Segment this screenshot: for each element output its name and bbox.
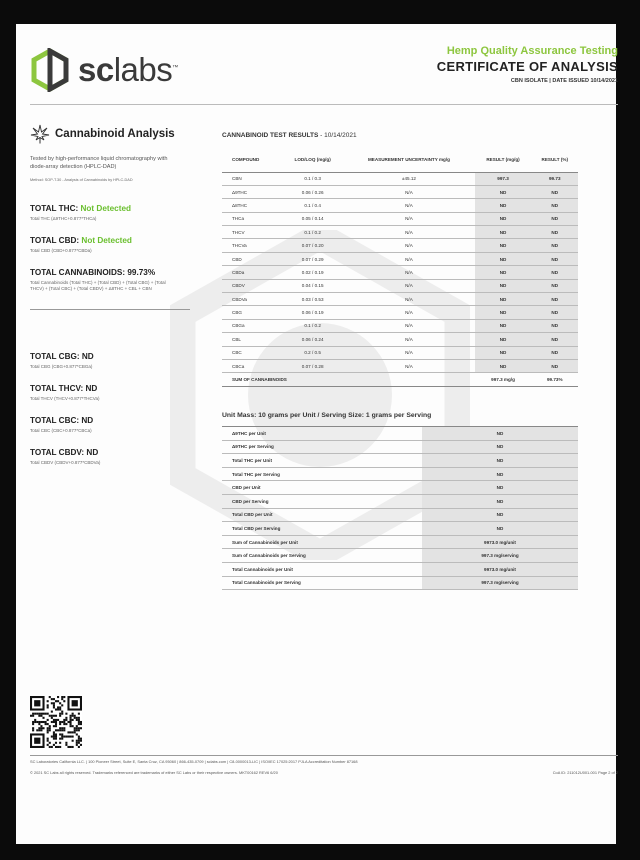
footer-copyright: © 2021 SC Labs all rights reserved. Trademarks referenced are trademarks of either SC Labs or their respective owners. MKT00162 REV6 6/20 [30,770,278,775]
unit-metric-label: Total Cannabinoids per Unit [222,562,422,576]
result-pct-cell: ND [532,266,579,279]
uncertainty-cell: N/A [343,359,474,372]
result-pct-cell: ND [532,212,579,225]
table-row [222,185,578,198]
result-mg-cell: ND [475,226,532,239]
analysis-summary [30,124,190,310]
table-row [222,359,578,372]
unit-mass-title: Unit Mass: 10 grams per Unit / Serving Size: 1 grams per Serving [222,412,432,419]
header-meta: CBN ISOLATE | DATE ISSUED 10/14/2021 [510,78,618,84]
result-mg-cell: ND [475,319,532,332]
unit-metric-label: Total THC per Serving [222,467,422,481]
total-thcv [30,384,190,402]
analysis-heading [30,124,190,144]
unit-metric-label: Δ9THC per Unit [222,427,422,441]
total-cbd-value: Not Detected [81,235,132,245]
result-mg-cell: 997.3 [475,172,532,185]
header-divider [30,104,618,105]
total-thcv-formula: Total THCV (THCV+0.877*THCVa) [30,395,100,401]
header-subtitle: Hemp Quality Assurance Testing [446,45,618,57]
col-compound: COMPOUND [222,148,282,172]
total-cbc [30,416,190,434]
uncertainty-cell: N/A [343,333,474,346]
results-title [222,132,357,139]
lod-loq-cell: 0.1 / 0.2 [282,319,343,332]
total-cbc-label: TOTAL CBC: ND [30,415,94,425]
total-cannabinoids-label: TOTAL CANNABINOIDS: 99.73% [30,267,156,277]
compound-cell: Δ8THC [222,199,282,212]
cannabinoid-results-table [222,148,578,387]
uncertainty-cell: N/A [343,319,474,332]
header-right [437,45,618,84]
result-pct-cell: ND [532,279,579,292]
total-cbdv [30,448,190,466]
total-cbd-formula: Total CBD (CBD+0.877*CBDa) [30,247,92,253]
table-row [222,239,578,252]
unit-metric-label: Total CBD per Serving [222,522,422,536]
total-cbc-formula: Total CBC (CBC+0.877*CBCa) [30,427,92,433]
col-lod-loq: LOD/LOQ (mg/g) [282,148,343,172]
lod-loq-cell: 0.07 / 0.29 [282,252,343,265]
uncertainty-cell: N/A [343,306,474,319]
compound-cell: CBDV [222,279,282,292]
compound-cell: Δ9THC [222,185,282,198]
result-mg-cell: ND [475,293,532,306]
compound-cell: CBGa [222,319,282,332]
lod-loq-cell: 0.1 / 0.2 [282,226,343,239]
result-mg-cell: ND [475,306,532,319]
analysis-heading-text: Cannabinoid Analysis [55,128,175,140]
lod-loq-cell: 0.06 / 0.26 [282,185,343,198]
table-row [222,266,578,279]
lod-loq-cell: 0.1 / 0.4 [282,199,343,212]
col-result-pct: RESULT (%) [532,148,579,172]
footer-line-1: SC Laboratories California LLC. | 100 Pioneer Street, Suite E, Santa Cruz, CA 95060 | 866-435-0709 | sclabs.com | C8-0000013-LIC | ISO/IEC 17025:2017 PJLA Accreditation Number 87168 [30,759,358,764]
unit-metric-value: ND [422,508,578,522]
unit-metric-value: 9973.0 mg/unit [422,562,578,576]
sum-pct: 99.73% [532,373,579,386]
result-pct-cell: ND [532,346,579,359]
results-date: - 10/14/2021 [318,132,357,139]
compound-cell: CBL [222,333,282,346]
total-cbdv-formula: Total CBDV (CBDV+0.877*CBDVa) [30,459,101,465]
lod-loq-cell: 0.04 / 0.15 [282,279,343,292]
result-pct-cell: ND [532,319,579,332]
table-row [222,494,578,508]
cannabis-leaf-icon [30,124,50,144]
unit-metric-value: ND [422,481,578,495]
total-cbd [30,236,190,254]
sum-row [222,373,578,386]
total-thcv-label: TOTAL THCV: ND [30,383,98,393]
unit-metric-value: ND [422,494,578,508]
logo-text-bold: sc [78,51,114,88]
compound-cell: CBDa [222,266,282,279]
uncertainty-cell: N/A [343,199,474,212]
uncertainty-cell: N/A [343,279,474,292]
table-row [222,306,578,319]
total-thc-value: Not Detected [80,204,131,214]
compound-cell: THCV [222,226,282,239]
unit-metric-label: CBD per Unit [222,481,422,495]
result-mg-cell: ND [475,252,532,265]
table-row [222,576,578,590]
unit-metric-label: Total Cannabinoids per Serving [222,576,422,590]
unit-metric-label: Δ9THC per Serving [222,440,422,454]
total-cbg-label: TOTAL CBG: ND [30,352,94,361]
uncertainty-cell: N/A [343,293,474,306]
uncertainty-cell: N/A [343,346,474,359]
table-row [222,562,578,576]
unit-metric-value: ND [422,467,578,481]
compound-cell: CBN [222,172,282,185]
uncertainty-cell: N/A [343,266,474,279]
lod-loq-cell: 0.1 / 0.3 [282,172,343,185]
compound-cell: CBD [222,252,282,265]
hexagon-logo-icon [30,48,70,92]
results-title-text: CANNABINOID TEST RESULTS [222,132,319,139]
table-row [222,508,578,522]
table-row [222,172,578,185]
result-pct-cell: ND [532,306,579,319]
total-cannabinoids [30,268,190,292]
table-row [222,226,578,239]
compound-cell: CBDVa [222,293,282,306]
total-cbg-formula: Total CBG (CBG+0.877*CBGa) [30,364,93,369]
table-row [222,467,578,481]
compound-cell: CBCa [222,359,282,372]
result-mg-cell: ND [475,212,532,225]
logo-tm: ™ [172,65,178,71]
total-thc-formula: Total THC (Δ9THC+0.877*THCa) [30,216,97,222]
analysis-method: Method: SOP-T.30 - Analysis of Cannabinoids by HPLC-DAD [30,178,133,183]
sum-label: SUM OF CANNABINOIDS [222,373,475,386]
unit-metric-value: 997.3 mg/serving [422,576,578,590]
footer-coa-id: CoA ID: 211012U001-001 Page 2 of 2 [552,770,618,775]
sum-mg: 997.3 mg/g [475,373,532,386]
uncertainty-cell: ±45.12 [343,172,474,185]
table-row [222,522,578,536]
per-unit-table [222,426,578,590]
result-mg-cell: ND [475,239,532,252]
uncertainty-cell: N/A [343,239,474,252]
logo-text-light: labs [113,51,173,88]
col-uncertainty: MEASUREMENT UNCERTAINTY mg/g [343,148,474,172]
unit-metric-value: 9973.0 mg/unit [422,535,578,549]
table-row [222,333,578,346]
result-mg-cell: ND [475,346,532,359]
uncertainty-cell: N/A [343,185,474,198]
col-result-mg: RESULT (mg/g) [475,148,532,172]
result-pct-cell: ND [532,293,579,306]
result-pct-cell: ND [532,185,579,198]
left-divider [30,309,190,310]
result-pct-cell: 99.73 [532,172,579,185]
compound-cell: CBC [222,346,282,359]
lod-loq-cell: 0.05 / 0.14 [282,212,343,225]
result-pct-cell: ND [532,239,579,252]
result-pct-cell: ND [532,359,579,372]
unit-metric-value: ND [422,522,578,536]
unit-metric-label: Total CBD per Unit [222,508,422,522]
unit-metric-label: Sum of Cannabinoids per Unit [222,535,422,549]
table-row [222,346,578,359]
analysis-description: Tested by high-performance liquid chromatography with diode-array detection (HPLC-DAD) [30,156,168,170]
result-mg-cell: ND [475,199,532,212]
analysis-summary-more [30,352,190,479]
table-row [222,293,578,306]
unit-metric-value: ND [422,427,578,441]
header-title: CERTIFICATE OF ANALYSIS [436,59,618,74]
result-mg-cell: ND [475,185,532,198]
result-pct-cell: ND [532,226,579,239]
table-row [222,481,578,495]
lod-loq-cell: 0.02 / 0.19 [282,266,343,279]
table-row [222,549,578,563]
table-row [222,319,578,332]
result-mg-cell: ND [475,333,532,346]
unit-metric-label: CBD per Serving [222,494,422,508]
unit-metric-value: ND [422,454,578,468]
table-row [222,427,578,441]
lod-loq-cell: 0.07 / 0.28 [282,359,343,372]
table-row [222,535,578,549]
lod-loq-cell: 0.03 / 0.53 [282,293,343,306]
total-cannabinoids-formula: Total Cannabinoids (Total THC) + (Total CBD) + (Total CBG) + (Total THCV) + (Total CBC) + (Total CBDV) + Δ8THC + CBL + CBN [30,279,166,291]
table-row [222,440,578,454]
table-row [222,454,578,468]
compound-cell: THCVa [222,239,282,252]
footer-divider [30,755,618,756]
table-row [222,199,578,212]
total-thc [30,204,190,222]
table-row [222,212,578,225]
compound-cell: CBG [222,306,282,319]
sc-labs-logo [30,48,178,92]
result-mg-cell: ND [475,279,532,292]
result-pct-cell: ND [532,199,579,212]
total-cbd-label: TOTAL CBD: [30,235,80,245]
table-row [222,252,578,265]
result-mg-cell: ND [475,359,532,372]
compound-cell: THCa [222,212,282,225]
table-header-row [222,148,578,172]
result-pct-cell: ND [532,333,579,346]
lod-loq-cell: 0.06 / 0.19 [282,306,343,319]
qr-code[interactable] [30,696,82,748]
total-thc-label: TOTAL THC: [30,204,79,214]
uncertainty-cell: N/A [343,252,474,265]
unit-metric-value: ND [422,440,578,454]
uncertainty-cell: N/A [343,212,474,225]
lod-loq-cell: 0.06 / 0.24 [282,333,343,346]
unit-metric-value: 997.3 mg/serving [422,549,578,563]
result-pct-cell: ND [532,252,579,265]
result-mg-cell: ND [475,266,532,279]
footer-line-2 [30,770,618,775]
lod-loq-cell: 0.2 / 0.5 [282,346,343,359]
unit-metric-label: Total THC per Unit [222,454,422,468]
unit-metric-label: Sum of Cannabinoids per Serving [222,549,422,563]
lod-loq-cell: 0.07 / 0.20 [282,239,343,252]
total-cbdv-label: TOTAL CBDV: ND [30,447,99,457]
total-cbg [30,352,190,370]
table-row [222,279,578,292]
uncertainty-cell: N/A [343,226,474,239]
